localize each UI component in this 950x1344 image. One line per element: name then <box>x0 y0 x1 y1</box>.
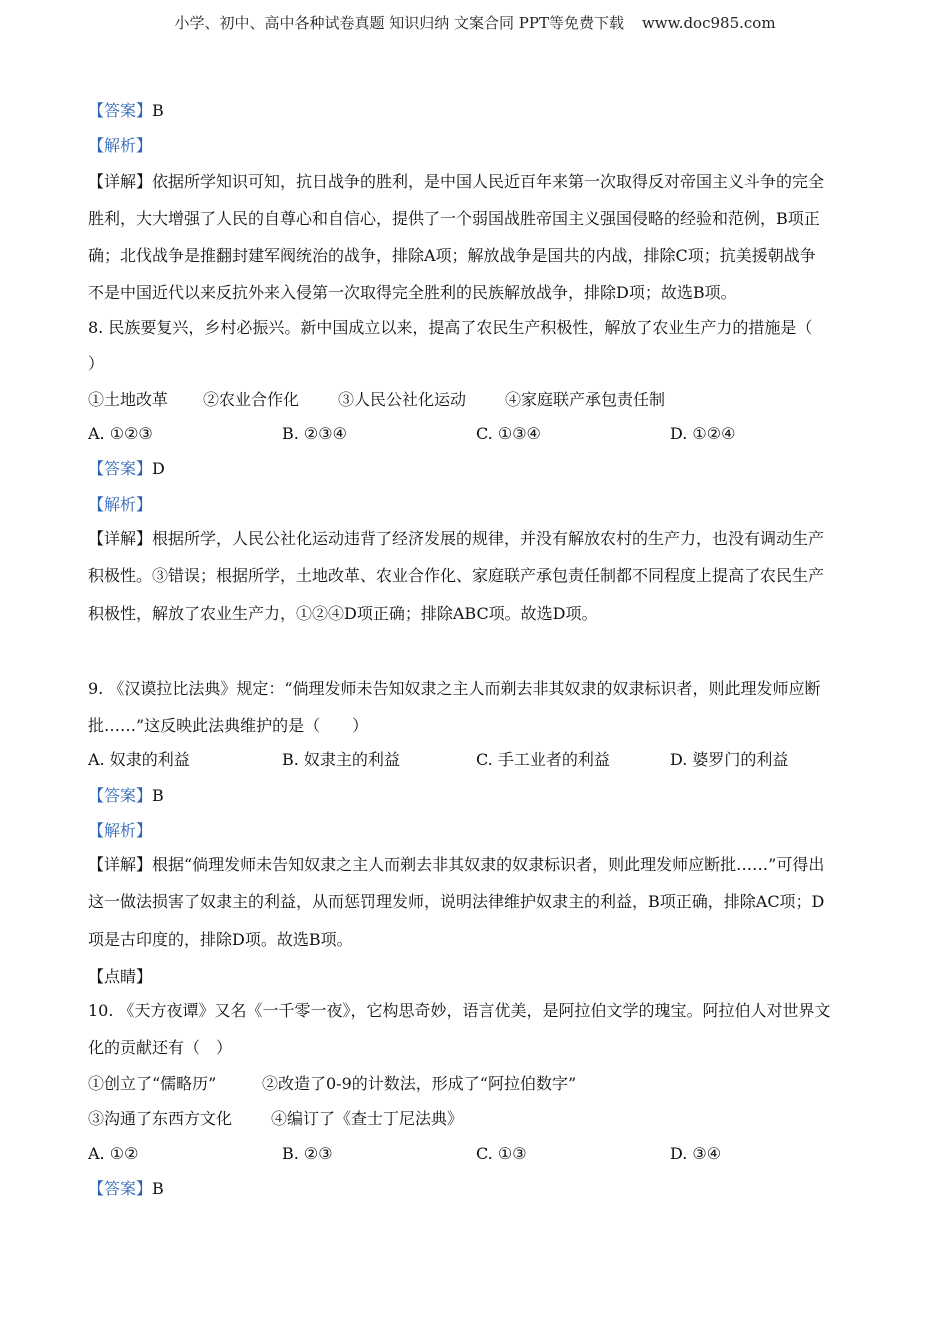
answer-tag: 【答案】 <box>88 786 153 805</box>
q9-option-c: C. 手工业者的利益 <box>476 750 610 769</box>
q7-detail-line-2: 胜利，大大增强了人民的自尊心和自信心，提供了一个弱国战胜帝国主义强国侵略的经验和范例，B项正 <box>88 209 820 228</box>
q10-option-a: A. ①② <box>88 1144 139 1163</box>
q10-answer: B <box>152 1179 164 1198</box>
q8-stem-line-1: 8. 民族要复兴，乡村必振兴。新中国成立以来，提高了农民生产积极性，解放了农业生产力的措施是（ <box>88 318 813 337</box>
q7-answer: B <box>152 101 164 120</box>
q8-answer: D <box>152 459 165 478</box>
answer-tag: 【答案】 <box>88 1179 153 1198</box>
q9-stem-line-2: 批……”这反映此法典维护的是（ ） <box>88 716 369 735</box>
q9-answer: B <box>152 786 164 805</box>
q8-item-1: ①土地改革 <box>88 390 169 409</box>
q10-option-c: C. ①③ <box>476 1144 527 1163</box>
q8-item-4: ④家庭联产承包责任制 <box>505 390 666 409</box>
q8-detail-line-1: 【详解】根据所学，人民公社化运动违背了经济发展的规律，并没有解放农村的生产力，也没有调动生产 <box>88 529 825 548</box>
q9-stem-line-1: 9. 《汉谟拉比法典》规定：“倘理发师未告知奴隶之主人而剃去非其奴隶的奴隶标识者，则此理发师应断 <box>88 679 821 698</box>
q7-detail-line-4: 不是中国近代以来反抗外来入侵第一次取得完全胜利的民族解放战争，排除D项；故选B项。 <box>88 283 737 302</box>
q10-option-b: B. ②③ <box>282 1144 333 1163</box>
q9-comment-tag: 【点睛】 <box>88 967 153 986</box>
q9-analysis-tag: 【解析】 <box>88 821 153 840</box>
q10-answer-row <box>88 1179 164 1199</box>
q9-detail-line-1: 【详解】根据“倘理发师未告知奴隶之主人而剃去非其奴隶的奴隶标识者，则此理发师应断批……”可得出 <box>88 855 825 874</box>
q8-item-3: ③人民公社化运动 <box>338 390 467 409</box>
header-left-text: 小学、初中、高中各种试卷真题 知识归纳 文案合同 PPT等免费下载 <box>174 14 624 32</box>
answer-tag: 【答案】 <box>88 459 153 478</box>
q8-option-d: D. ①②④ <box>670 424 736 443</box>
q8-option-c: C. ①③④ <box>476 424 541 443</box>
q8-detail-line-2: 积极性。③错误；根据所学，土地改革、农业合作化、家庭联产承包责任制都不同程度上提高了农民生产 <box>88 566 825 585</box>
q9-option-d: D. 婆罗门的利益 <box>670 750 789 769</box>
q10-stem-line-2: 化的贡献还有（ ） <box>88 1038 233 1057</box>
q7-detail-line-3: 确；北伐战争是推翻封建军阀统治的战争，排除A项；解放战争是国共的内战，排除C项；抗美援朝战争 <box>88 246 816 265</box>
q8-option-a: A. ①②③ <box>88 424 153 443</box>
q7-detail-line-1: 【详解】依据所学知识可知，抗日战争的胜利，是中国人民近百年来第一次取得反对帝国主义斗争的完全 <box>88 172 825 191</box>
q9-detail-line-2: 这一做法损害了奴隶主的利益，从而惩罚理发师，说明法律维护奴隶主的利益，B项正确，排除AC项；D <box>88 892 825 911</box>
q8-answer-row <box>88 459 165 479</box>
header-website: www.doc985.com <box>641 14 776 32</box>
q9-option-b: B. 奴隶主的利益 <box>282 750 400 769</box>
q10-item-4: ④编订了《查士丁尼法典》 <box>271 1109 464 1128</box>
q7-analysis-tag: 【解析】 <box>88 136 153 155</box>
q10-stem-line-1: 10. 《天方夜谭》又名《一千零一夜》，它构思奇妙，语言优美，是阿拉伯文学的瑰宝。阿拉伯人对世界文 <box>88 1001 831 1020</box>
q8-option-b: B. ②③④ <box>282 424 347 443</box>
q10-item-1: ①创立了“儒略历” <box>88 1074 217 1093</box>
answer-tag: 【答案】 <box>88 101 153 120</box>
q7-answer-row <box>88 101 164 121</box>
q10-item-3: ③沟通了东西方文化 <box>88 1109 233 1128</box>
q8-analysis-tag: 【解析】 <box>88 495 153 514</box>
q9-detail-line-3: 项是古印度的，排除D项。故选B项。 <box>88 930 353 949</box>
q8-stem-line-2: ） <box>88 354 105 373</box>
q10-option-d: D. ③④ <box>670 1144 722 1163</box>
q9-answer-row <box>88 786 164 806</box>
q9-option-a: A. 奴隶的利益 <box>88 750 190 769</box>
q8-item-2: ②农业合作化 <box>203 390 300 409</box>
q10-item-2: ②改造了0-9的计数法，形成了“阿拉伯数字” <box>262 1074 577 1093</box>
page-header <box>0 12 950 33</box>
q8-detail-line-3: 积极性，解放了农业生产力，①②④D项正确；排除ABC项。故选D项。 <box>88 604 598 623</box>
